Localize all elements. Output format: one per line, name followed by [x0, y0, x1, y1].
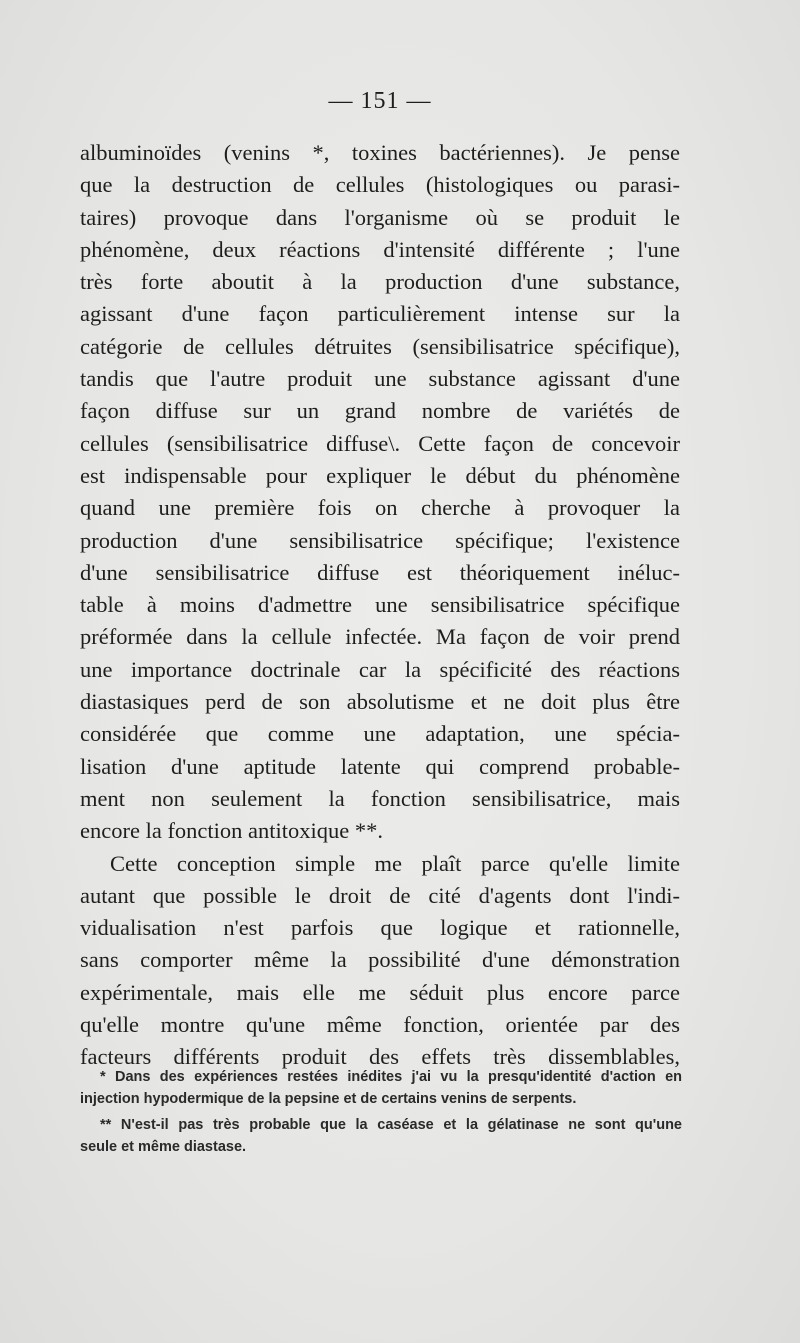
footnote-2: [80, 1114, 682, 1158]
body-line: facteurs différents produit des effets très dissemblables,: [80, 1044, 680, 1070]
body-line: sans comporter même la possibilité d'une démonstration: [80, 947, 680, 973]
body-line: préformée dans la cellule infectée. Ma façon de voir prend: [80, 624, 680, 650]
body-text: [80, 137, 680, 1074]
body-line: phénomène, deux réactions d'intensité différente ; l'une: [80, 236, 680, 262]
body-line: que la destruction de cellules (histologiques ou parasi-: [80, 172, 680, 198]
body-line: diastasiques perd de son absolutisme et ne doit plus être: [80, 689, 680, 715]
body-line: considérée que comme une adaptation, une spécia-: [80, 721, 680, 747]
footnote-line: seule et même diastase.: [80, 1139, 247, 1155]
body-line: encore la fonction antitoxique **.: [80, 818, 384, 844]
footnote-1: [80, 1066, 682, 1110]
footnote-line: * Dans des expériences restées inédites j'ai vu la presqu'identité d'action en: [100, 1069, 682, 1085]
body-line: qu'elle montre qu'une même fonction, orientée par des: [80, 1012, 680, 1038]
body-line: très forte aboutit à la production d'une substance,: [80, 269, 680, 295]
body-line: table à moins d'admettre une sensibilisatrice spécifique: [80, 592, 680, 618]
footnotes: [80, 1066, 682, 1158]
body-line: quand une première fois on cherche à provoquer la: [80, 495, 680, 521]
body-line: agissant d'une façon particulièrement intense sur la: [80, 301, 680, 327]
body-line: Cette conception simple me plaît parce qu'elle limite: [110, 850, 680, 876]
page-number: — 151 —: [328, 88, 432, 114]
body-line: d'une sensibilisatrice diffuse est théoriquement inéluc-: [80, 559, 680, 585]
body-line: lisation d'une aptitude latente qui comprend probable-: [80, 753, 680, 779]
body-line: vidualisation n'est parfois que logique et rationnelle,: [80, 915, 680, 941]
body-line: albuminoïdes (venins *, toxines bactériennes). Je pense: [80, 140, 680, 165]
footnote-line: ** N'est-il pas très probable que la caséase et la gélatinase ne sont qu'une: [100, 1117, 682, 1133]
body-line: façon diffuse sur un grand nombre de variétés de: [80, 398, 680, 424]
body-line: cellules (sensibilisatrice diffuse\. Cette façon de concevoir: [80, 430, 680, 456]
body-line: ment non seulement la fonction sensibilisatrice, mais: [80, 785, 680, 811]
body-line: expérimentale, mais elle me séduit plus encore parce: [80, 979, 680, 1005]
body-line: est indispensable pour expliquer le début du phénomène: [80, 462, 680, 488]
footnote-line: injection hypodermique de la pepsine et de certains venins de serpents.: [80, 1091, 577, 1107]
body-line: une importance doctrinale car la spécificité des réactions: [80, 656, 680, 682]
body-line: taires) provoque dans l'organisme où se produit le: [80, 204, 680, 230]
body-line: production d'une sensibilisatrice spécifique; l'existence: [80, 527, 680, 553]
body-line: catégorie de cellules détruites (sensibilisatrice spécifique),: [80, 333, 680, 359]
body-line: autant que possible le droit de cité d'agents dont l'indi-: [80, 882, 680, 908]
body-line: tandis que l'autre produit une substance agissant d'une: [80, 366, 680, 392]
